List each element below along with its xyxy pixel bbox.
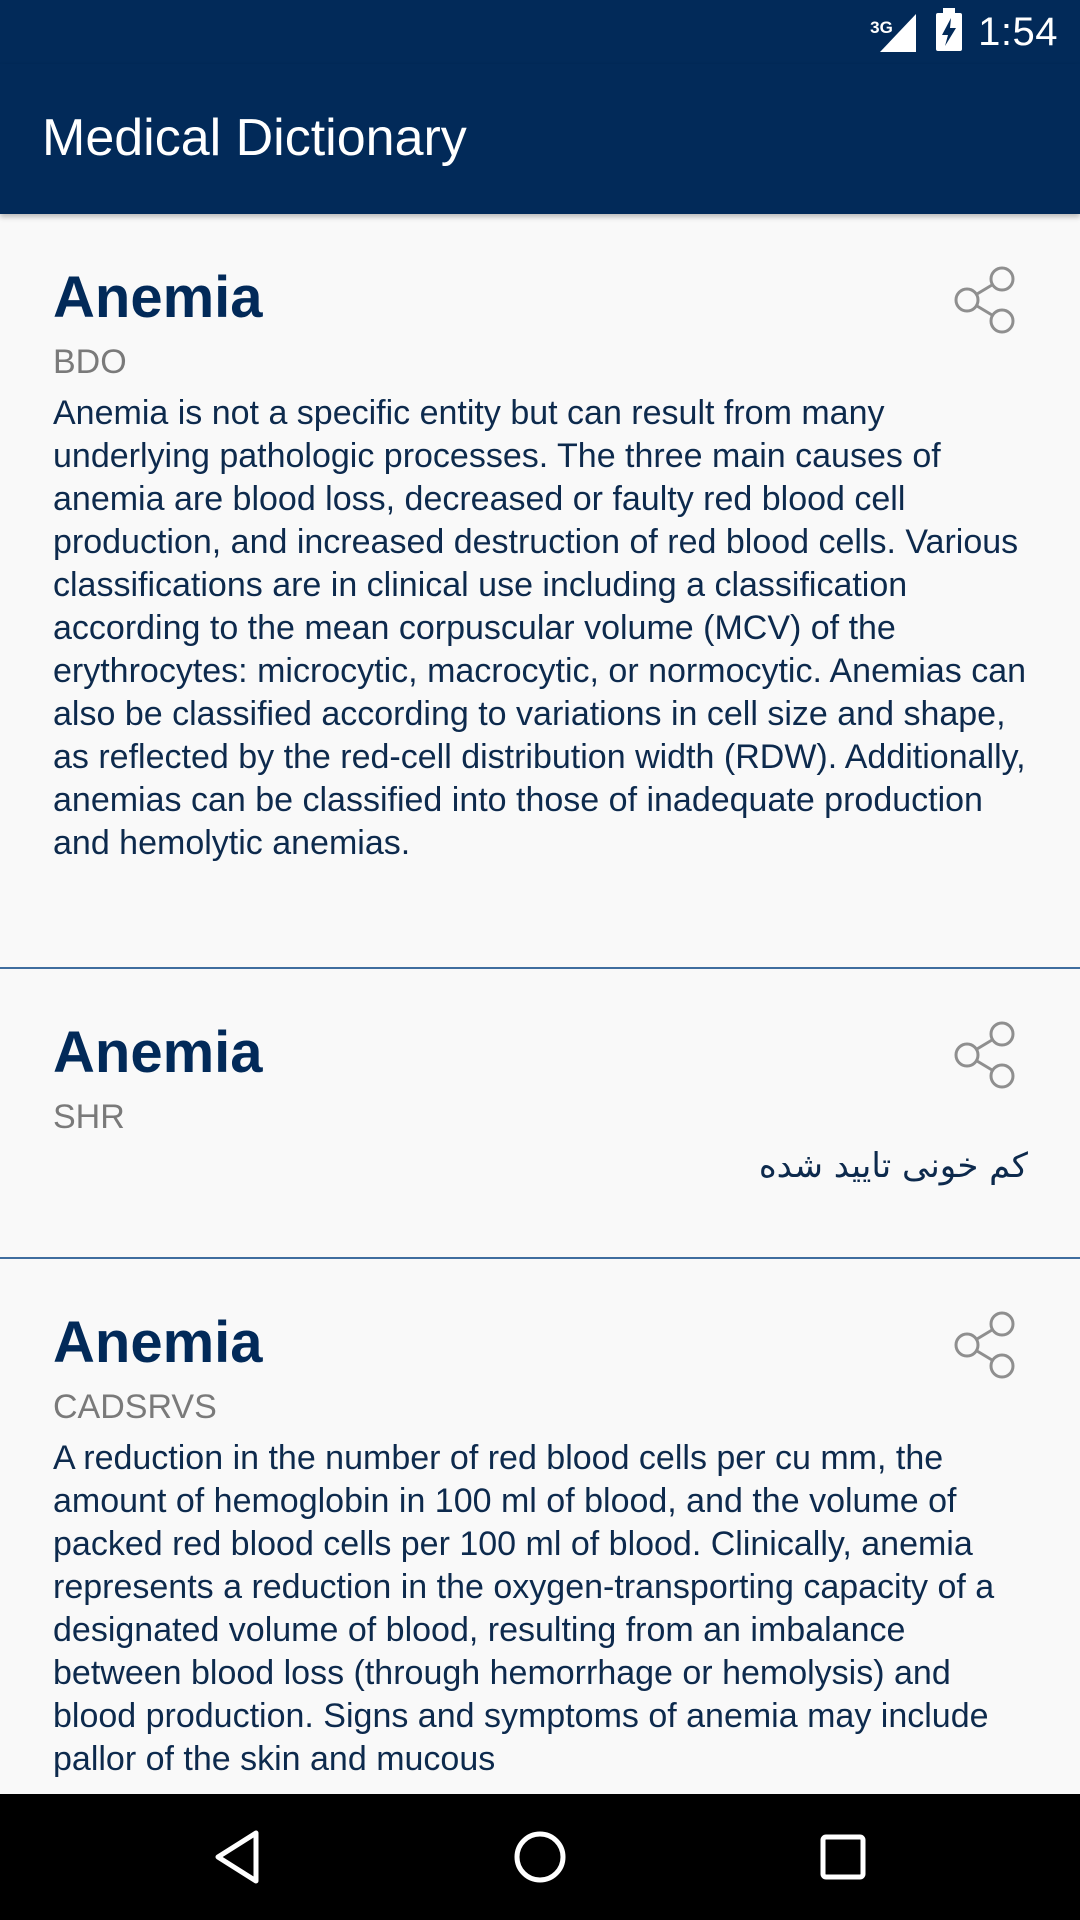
entry-definition: کم خونی تایید شده bbox=[758, 1146, 1028, 1186]
battery-charging-icon bbox=[934, 8, 964, 57]
entry-term: Anemia bbox=[53, 1310, 263, 1375]
app-title: Medical Dictionary bbox=[42, 109, 467, 167]
entry-card[interactable] bbox=[0, 1259, 1080, 1781]
navigation-bar bbox=[0, 1794, 1080, 1920]
status-icons bbox=[872, 0, 1058, 64]
entry-source: SHR bbox=[53, 1098, 125, 1136]
signal-icon bbox=[872, 10, 920, 54]
entry-term: Anemia bbox=[53, 265, 263, 330]
recents-icon[interactable] bbox=[783, 1794, 903, 1920]
entry-card[interactable] bbox=[0, 969, 1080, 1259]
status-bar bbox=[0, 0, 1080, 64]
share-icon[interactable] bbox=[952, 1311, 1018, 1379]
network-type: 3G bbox=[870, 18, 893, 37]
back-icon[interactable] bbox=[177, 1794, 297, 1920]
entry-source: CADSRVS bbox=[53, 1388, 217, 1426]
entry-source: BDO bbox=[53, 343, 127, 381]
clock: 1:54 bbox=[978, 9, 1058, 54]
entry-term: Anemia bbox=[53, 1020, 263, 1085]
entry-list[interactable] bbox=[0, 214, 1080, 1794]
share-icon[interactable] bbox=[952, 1021, 1018, 1089]
share-icon[interactable] bbox=[952, 266, 1018, 334]
app-bar bbox=[0, 64, 1080, 214]
entry-definition: A reduction in the number of red blood cells per cu mm, the amount of hemoglobin in 100 ml of blood, and the volume of packed red blood cells per 100 ml of blood. Clinically, anemia represents a reduction in the oxygen-transporting capacity of a designated volume of blood, resulting from an imbalance between blood loss (through hemorrhage or hemolysis) and blood production. Signs and symptoms of anemia may include pallor of the skin and mucous bbox=[53, 1439, 995, 1778]
entry-definition: Anemia is not a specific entity but can result from many underlying pathologic processes. The three main causes of anemia are blood loss, decreased or faulty red blood cell production, and increased destruction of red blood cells. Various classifications are in clinical use including a classification according to the mean corpuscular volume (MCV) of the erythrocytes: microcytic, macrocytic, or normocytic. Anemias can also be classified according to variations in cell size and shape, as reflected by the red-cell distribution width (RDW). Additionally, anemias can be classified into those of inadequate production and hemolytic anemias. bbox=[53, 394, 1027, 862]
entry-card[interactable] bbox=[0, 214, 1080, 969]
home-icon[interactable] bbox=[480, 1794, 600, 1920]
